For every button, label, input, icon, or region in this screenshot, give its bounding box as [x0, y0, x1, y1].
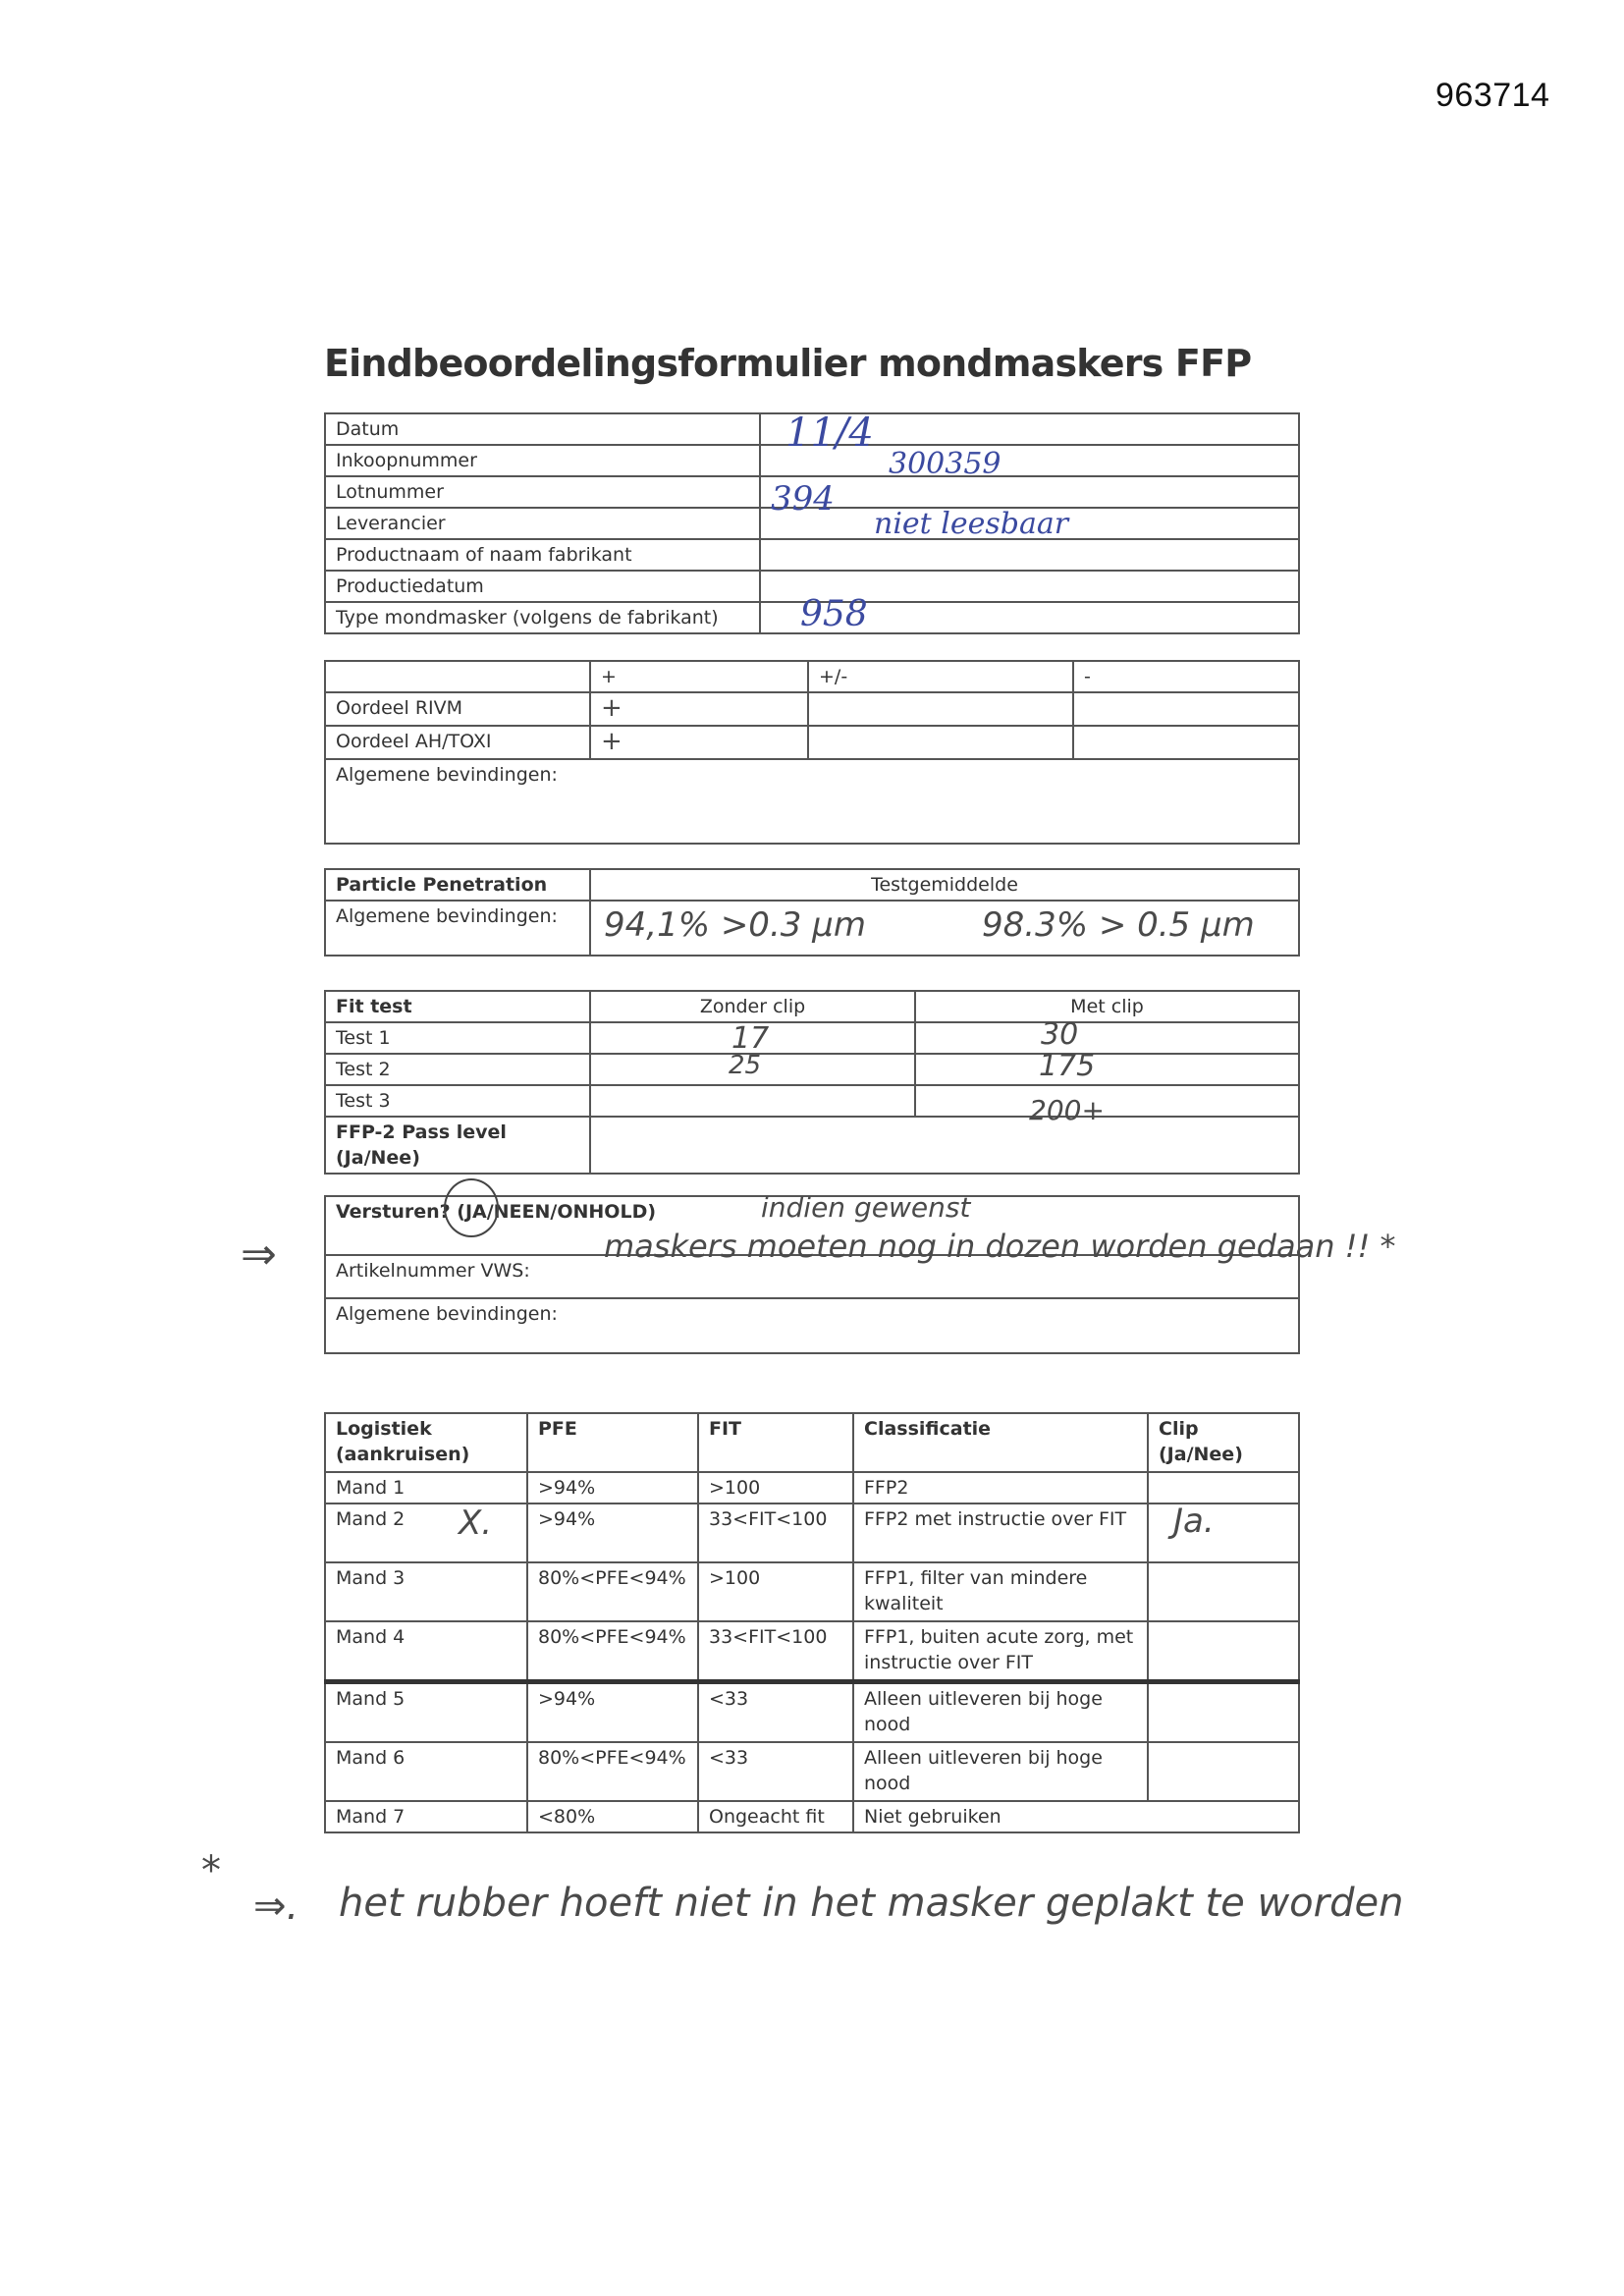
findings-send-cell[interactable]	[325, 1298, 1299, 1353]
table-row	[325, 1085, 1299, 1117]
oordeel-table	[324, 660, 1300, 845]
table-row	[325, 1117, 1299, 1174]
mand-4-label[interactable]: Mand 4	[325, 1621, 527, 1682]
handwritten-dozen-note: maskers moeten nog in dozen worden gedaan !! *	[604, 1228, 1396, 1265]
mand-2-fit: 33<FIT<100	[698, 1503, 853, 1562]
handwritten-test3-met: 200+	[1029, 1094, 1105, 1126]
mand-2-classificatie: FFP2 met instructie over FIT	[853, 1503, 1148, 1562]
fit-test-table	[324, 990, 1300, 1175]
mand-3-classificatie: FFP1, filter van mindere kwaliteit	[853, 1562, 1148, 1621]
label-productiedatum: Productiedatum	[325, 571, 760, 602]
mand-1-fit: >100	[698, 1472, 853, 1503]
mand-1-pfe: >94%	[527, 1472, 698, 1503]
header-empty	[325, 661, 590, 692]
label-leverancier: Leverancier	[325, 508, 760, 539]
table-row	[325, 1801, 1299, 1832]
table-header-row	[325, 991, 1299, 1022]
mand-3-fit: >100	[698, 1562, 853, 1621]
handwritten-toxi-plus: +	[601, 727, 623, 756]
header-plus: +	[590, 661, 808, 692]
mand-2-clip-value: Ja.	[1173, 1502, 1215, 1541]
findings-label: Algemene bevindingen:	[325, 901, 590, 956]
mand-4-fit: 33<FIT<100	[698, 1621, 853, 1682]
document-number: 963714	[1435, 77, 1550, 114]
asterisk-icon: *	[201, 1848, 221, 1893]
mand-4-classificatie: FFP1, buiten acute zorg, met instructie over FIT	[853, 1621, 1148, 1682]
header-classificatie: Classificatie	[853, 1413, 1148, 1472]
handwritten-lotnummer: 394	[771, 479, 835, 519]
page-title: Eindbeoordelingsformulier mondmaskers FFP	[324, 342, 1252, 385]
particle-penetration-label: Particle Penetration	[325, 869, 590, 901]
handwritten-indien-gewenst: indien gewenst	[761, 1191, 971, 1224]
test-3-met-clip[interactable]	[915, 1085, 1299, 1117]
handwritten-test2-zonder: 25	[729, 1051, 762, 1080]
table-row	[325, 1472, 1299, 1503]
mand-6-label[interactable]: Mand 6	[325, 1742, 527, 1801]
mand-5-clip[interactable]	[1148, 1682, 1299, 1743]
field-productnaam[interactable]	[760, 539, 1299, 571]
cell-rivm-plusminus[interactable]	[808, 692, 1073, 726]
ffp2-pass-level-field[interactable]	[590, 1117, 1299, 1174]
mand-1-classificatie: FFP2	[853, 1472, 1148, 1503]
mand-3-pfe: 80%<PFE<94%	[527, 1562, 698, 1621]
handwritten-footnote: het rubber hoeft niet in het masker geplakt te worden	[339, 1881, 1404, 1926]
handwritten-pfe-03: 94,1% >0.3 µm	[604, 905, 866, 945]
table-row	[325, 726, 1299, 759]
handwritten-rivm-plus: +	[601, 693, 623, 723]
findings-label: Algemene bevindingen:	[336, 764, 558, 786]
table-row	[325, 759, 1299, 844]
header-fit: FIT	[698, 1413, 853, 1472]
mand-5-fit: <33	[698, 1682, 853, 1743]
mand-3-label[interactable]: Mand 3	[325, 1562, 527, 1621]
table-row	[325, 1022, 1299, 1054]
table-row	[325, 1562, 1299, 1621]
met-clip-header: Met clip	[915, 991, 1299, 1022]
field-lotnummer[interactable]	[760, 476, 1299, 508]
table-row	[325, 692, 1299, 726]
handwritten-leverancier: niet leesbaar	[874, 507, 1069, 541]
mand-5-label[interactable]: Mand 5	[325, 1682, 527, 1743]
mand-7-fit: Ongeacht fit	[698, 1801, 853, 1832]
mand-2-pfe: >94%	[527, 1503, 698, 1562]
mand-6-pfe: 80%<PFE<94%	[527, 1742, 698, 1801]
cell-toxi-minus[interactable]	[1073, 726, 1299, 759]
handwritten-type: 958	[800, 594, 868, 634]
mand-2-label-cell[interactable]	[325, 1503, 527, 1562]
fit-test-label: Fit test	[325, 991, 590, 1022]
label-oordeel-ah-toxi: Oordeel AH/TOXI	[325, 726, 590, 759]
mand-1-label[interactable]: Mand 1	[325, 1472, 527, 1503]
test-1-met-clip[interactable]	[915, 1022, 1299, 1054]
versturen-label: Versturen? (JA/NEEN/ONHOLD)	[336, 1201, 657, 1223]
table-row	[325, 1054, 1299, 1085]
mand-2-checkmark: X.	[459, 1503, 493, 1543]
pass-label-line-2: (Ja/Nee)	[336, 1147, 420, 1169]
test-1-label: Test 1	[325, 1022, 590, 1054]
zonder-clip-header: Zonder clip	[590, 991, 915, 1022]
ja-selection-circle	[444, 1178, 499, 1237]
cell-rivm-plus[interactable]	[590, 692, 808, 726]
label-datum: Datum	[325, 413, 760, 445]
mand-3-clip[interactable]	[1148, 1562, 1299, 1621]
arrow-icon: ⇒	[241, 1230, 277, 1280]
mand-5-classificatie: Alleen uitleveren bij hoge nood	[853, 1682, 1148, 1743]
mand-7-classificatie: Niet gebruiken	[853, 1801, 1299, 1832]
handwritten-datum: 11/4	[785, 410, 874, 456]
table-row	[325, 1621, 1299, 1682]
handwritten-pfe-05: 98.3% > 0.5 µm	[982, 905, 1255, 945]
testgemiddelde-label: Testgemiddelde	[590, 869, 1299, 901]
mand-7-pfe: <80%	[527, 1801, 698, 1832]
mand-6-fit: <33	[698, 1742, 853, 1801]
label-productnaam: Productnaam of naam fabrikant	[325, 539, 760, 571]
table-row	[325, 1503, 1299, 1562]
ffp2-pass-level-label	[325, 1117, 590, 1174]
pass-label-line-1: FFP-2 Pass level	[336, 1121, 507, 1143]
findings-oordeel[interactable]	[325, 759, 1299, 844]
label-inkoopnummer: Inkoopnummer	[325, 445, 760, 476]
handwritten-test1-zonder: 17	[731, 1021, 770, 1056]
logistics-table	[324, 1412, 1300, 1833]
header-pfe: PFE	[527, 1413, 698, 1472]
handwritten-test1-met: 30	[1041, 1017, 1079, 1052]
header-minus: -	[1073, 661, 1299, 692]
table-row	[325, 539, 1299, 571]
table-row	[325, 1298, 1299, 1353]
mand-6-clip[interactable]	[1148, 1742, 1299, 1801]
table-header-row	[325, 1413, 1299, 1472]
mand-1-clip[interactable]	[1148, 1472, 1299, 1503]
header-clip: Clip (Ja/Nee)	[1148, 1413, 1299, 1472]
table-row	[325, 1742, 1299, 1801]
header-logistiek: Logistiek (aankruisen)	[325, 1413, 527, 1472]
table-header-row	[325, 869, 1299, 901]
test-2-label: Test 2	[325, 1054, 590, 1085]
findings-label: Algemene bevindingen:	[336, 1303, 558, 1325]
table-row	[325, 1682, 1299, 1743]
table-header-row	[325, 661, 1299, 692]
cell-toxi-plus[interactable]	[590, 726, 808, 759]
cell-toxi-plusminus[interactable]	[808, 726, 1073, 759]
artikelnummer-label: Artikelnummer VWS:	[336, 1260, 530, 1282]
handwritten-test2-met: 175	[1039, 1049, 1096, 1083]
cell-rivm-minus[interactable]	[1073, 692, 1299, 726]
mand-2-label: Mand 2	[336, 1508, 406, 1530]
test-3-label: Test 3	[325, 1085, 590, 1117]
test-2-met-clip[interactable]	[915, 1054, 1299, 1085]
mand-2-clip[interactable]	[1148, 1503, 1299, 1562]
label-lotnummer: Lotnummer	[325, 476, 760, 508]
footnote-arrow-icon: ⇒.	[253, 1884, 299, 1929]
test-3-zonder-clip[interactable]	[590, 1085, 915, 1117]
label-oordeel-rivm: Oordeel RIVM	[325, 692, 590, 726]
handwritten-inkoopnummer: 300359	[889, 447, 1001, 481]
header-plusminus: +/-	[808, 661, 1073, 692]
label-type-mondmasker: Type mondmasker (volgens de fabrikant)	[325, 602, 760, 633]
mand-5-pfe: >94%	[527, 1682, 698, 1743]
mand-6-classificatie: Alleen uitleveren bij hoge nood	[853, 1742, 1148, 1801]
mand-7-label[interactable]: Mand 7	[325, 1801, 527, 1832]
mand-4-pfe: 80%<PFE<94%	[527, 1621, 698, 1682]
mand-4-clip[interactable]	[1148, 1621, 1299, 1682]
